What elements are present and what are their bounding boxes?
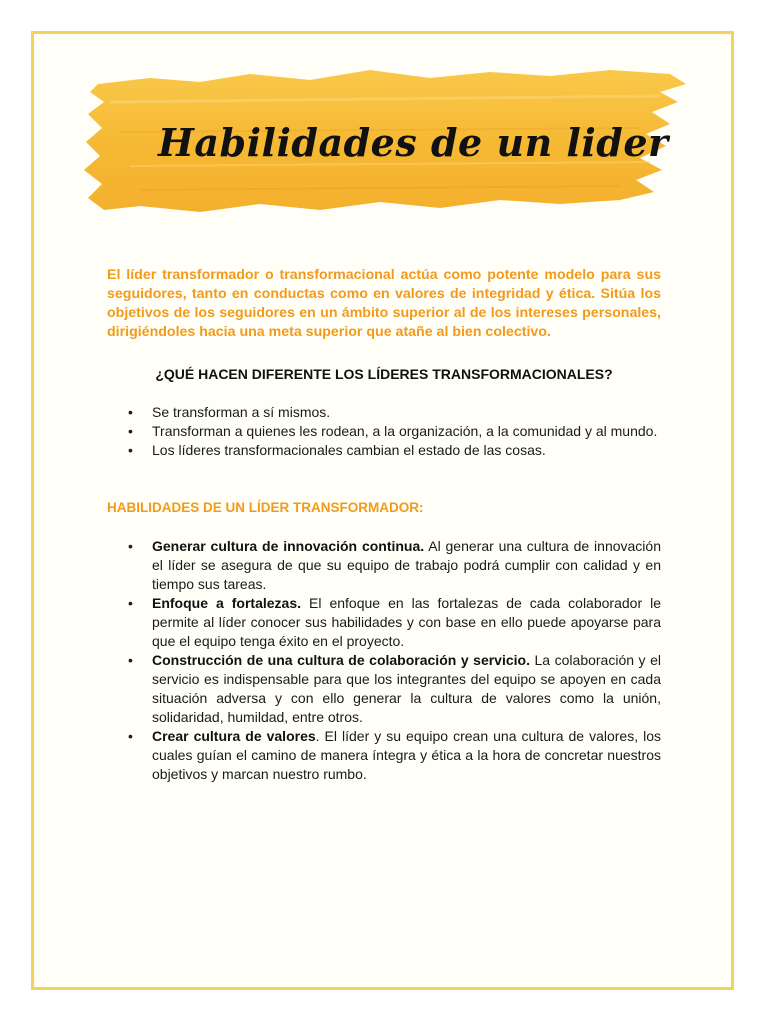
list-item [128,594,661,651]
intro-paragraph: El líder transformador o transformacional actúa como potente modelo para sus seguidores, tanto en conductas como en valores de integridad y ética. Sitúa los objetivos de los seguidores en un ámbito superior al de los intereses personales, dirigiéndoles hacia una meta superior que atañe al bien colectivo. [107,267,661,340]
skill-title: Generar cultura de innovación continua. [152,538,425,554]
page-title: Habilidades de un lider [158,120,669,165]
list-item [128,727,661,784]
list-item: • Transforman a quienes les rodean, a la organización, a la comunidad y al mundo. [128,422,661,441]
skills-list [128,537,661,784]
skill-title: Construcción de una cultura de colaboración y servicio. [152,652,530,668]
list-item [128,651,661,727]
skill-text: Al generar una cultura de innovación el líder se asegura de que su equipo de trabajo podrá cumplir con calidad y en tiempo sus tareas. [152,538,661,592]
skill-title: Crear cultura de valores [152,728,316,744]
list-item: • Se transforman a sí mismos. [128,403,661,422]
question-heading: ¿QUÉ HACEN DIFERENTE LOS LÍDERES TRANSFORMACIONALES? [155,366,613,382]
skill-text: La colaboración y el servicio es indispensable para que los integrantes del equipo se apoyen en cada situación adversa y con ello generar la cultura de valores como la unión, solidaridad, humildad, entre otros. [152,652,661,725]
skill-text: . El líder y su equipo crean una cultura de valores, los cuales guían el camino de manera íntegra y ética a la hora de concretar nuestros objetivos y marcan nuestro rumbo. [152,728,662,782]
differences-list [128,403,661,460]
skill-title: Enfoque a fortalezas. [152,595,302,611]
list-item [128,537,661,594]
skills-heading: HABILIDADES DE UN LÍDER TRANSFORMADOR: [107,500,424,515]
list-item: • Los líderes transformacionales cambian el estado de las cosas. [128,441,661,460]
skill-text: El enfoque en las fortalezas de cada colaborador le permite al líder conocer sus habilidades y con base en ello puede apoyarse para que el equipo tenga éxito en el proyecto. [152,595,661,649]
title-banner [80,62,696,232]
